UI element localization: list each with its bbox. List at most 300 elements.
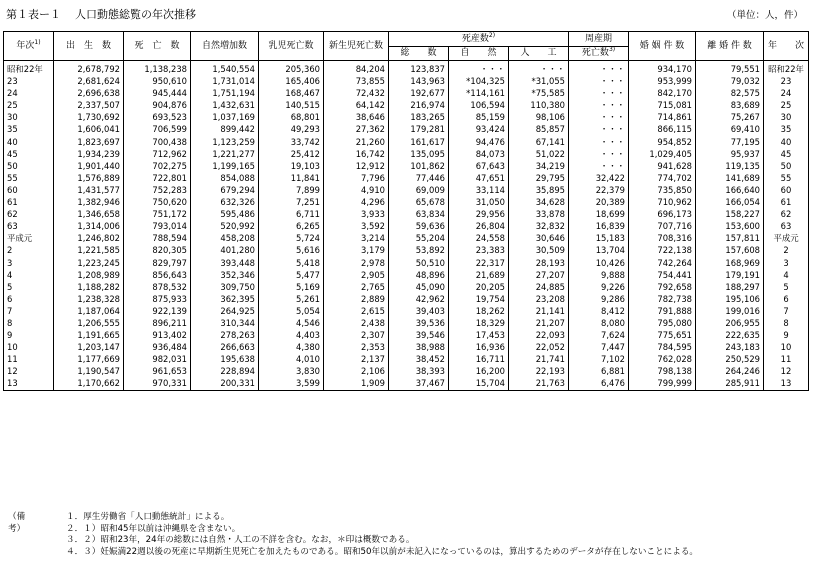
table-cell: ・・・	[569, 61, 629, 76]
table-cell: ・・・	[569, 160, 629, 172]
row-year: 61	[4, 196, 54, 208]
table-cell: 1,203,147	[54, 341, 124, 353]
table-cell: 264,925	[191, 305, 259, 317]
vital-statistics-table	[3, 31, 809, 391]
table-cell: 782,738	[629, 293, 696, 305]
table-cell: 1,246,802	[54, 232, 124, 244]
table-cell: 157,811	[696, 232, 764, 244]
row-year: 8	[4, 317, 54, 329]
table-cell: 982,031	[124, 353, 191, 365]
row-year: 45	[4, 148, 54, 160]
table-row	[4, 87, 809, 99]
table-cell: 22,317	[449, 257, 509, 269]
row-year: 23	[4, 75, 54, 87]
table-cell: 2,337,507	[54, 99, 124, 111]
table-cell: ・・・	[569, 87, 629, 99]
table-cell: 5,418	[259, 257, 324, 269]
row-year-right: 13	[764, 377, 809, 390]
table-cell: 632,326	[191, 196, 259, 208]
header-deaths: 死 亡 数	[124, 32, 191, 61]
table-row	[4, 244, 809, 256]
table-cell: 53,892	[389, 244, 449, 256]
header-natural-increase: 自然増加数	[191, 32, 259, 61]
row-year-right: 30	[764, 111, 809, 123]
table-cell: 143,963	[389, 75, 449, 87]
table-cell: 27,362	[324, 123, 389, 135]
table-cell: 2,905	[324, 269, 389, 281]
table-cell: 762,028	[629, 353, 696, 365]
table-cell: 1,138,238	[124, 61, 191, 76]
table-cell: 85,159	[449, 111, 509, 123]
row-year: 5	[4, 281, 54, 293]
table-cell: 20,205	[449, 281, 509, 293]
table-row	[4, 269, 809, 281]
table-cell: 970,331	[124, 377, 191, 390]
table-cell: 1,432,631	[191, 99, 259, 111]
table-cell: 47,651	[449, 172, 509, 184]
table-cell: ・・・	[569, 75, 629, 87]
table-cell: 37,467	[389, 377, 449, 390]
table-cell: 65,678	[389, 196, 449, 208]
table-cell: 792,658	[629, 281, 696, 293]
table-cell: 9,888	[569, 269, 629, 281]
table-row	[4, 61, 809, 76]
table-cell: 30,646	[509, 232, 569, 244]
table-title-text: 人口動態総覧の年次推移	[75, 8, 196, 21]
row-year: 24	[4, 87, 54, 99]
row-year: 12	[4, 365, 54, 377]
table-cell: 12,912	[324, 160, 389, 172]
row-year-right: 63	[764, 220, 809, 232]
table-row	[4, 208, 809, 220]
row-year-right: 平成元	[764, 232, 809, 244]
table-cell: 168,467	[259, 87, 324, 99]
table-cell: 35,895	[509, 184, 569, 196]
table-cell: 25,412	[259, 148, 324, 160]
table-cell: 2,889	[324, 293, 389, 305]
row-year: 4	[4, 269, 54, 281]
table-cell: 75,267	[696, 111, 764, 123]
table-cell: 26,804	[449, 220, 509, 232]
row-year: 昭和22年	[4, 61, 54, 76]
table-cell: 1,731,014	[191, 75, 259, 87]
table-cell: 67,643	[449, 160, 509, 172]
table-cell: 82,575	[696, 87, 764, 99]
table-cell: 22,093	[509, 329, 569, 341]
table-row	[4, 353, 809, 365]
table-cell: 6,476	[569, 377, 629, 390]
table-cell: 8,412	[569, 305, 629, 317]
table-cell: 48,896	[389, 269, 449, 281]
table-number: 第１表ー１	[6, 8, 61, 21]
table-cell: 904,876	[124, 99, 191, 111]
table-cell: 1,223,245	[54, 257, 124, 269]
table-cell: 85,857	[509, 123, 569, 135]
table-cell: 166,054	[696, 196, 764, 208]
table-cell: 39,546	[389, 329, 449, 341]
table-cell: 243,183	[696, 341, 764, 353]
table-cell: 16,711	[449, 353, 509, 365]
table-cell: ・・・	[569, 136, 629, 148]
table-cell: 7,447	[569, 341, 629, 353]
table-cell: 3,933	[324, 208, 389, 220]
table-cell: 264,246	[696, 365, 764, 377]
table-row	[4, 172, 809, 184]
table-cell: 123,837	[389, 61, 449, 76]
table-cell: 3,830	[259, 365, 324, 377]
table-cell: 722,138	[629, 244, 696, 256]
table-row	[4, 160, 809, 172]
table-cell: 2,353	[324, 341, 389, 353]
table-cell: ・・・	[509, 61, 569, 76]
table-cell: 1,170,662	[54, 377, 124, 390]
table-cell: 45,090	[389, 281, 449, 293]
table-cell: 22,193	[509, 365, 569, 377]
table-cell: 4,296	[324, 196, 389, 208]
table-title	[6, 6, 196, 22]
table-cell: 1,188,282	[54, 281, 124, 293]
table-cell: 735,850	[629, 184, 696, 196]
row-year: 63	[4, 220, 54, 232]
table-cell: 401,280	[191, 244, 259, 256]
row-year-right: 8	[764, 317, 809, 329]
table-cell: 945,444	[124, 87, 191, 99]
table-cell: 23,208	[509, 293, 569, 305]
table-cell: 791,888	[629, 305, 696, 317]
table-cell: 9,286	[569, 293, 629, 305]
table-cell: 3,599	[259, 377, 324, 390]
table-cell: 5,169	[259, 281, 324, 293]
header-infant-deaths: 乳児死亡数	[259, 32, 324, 61]
table-cell: 1,206,555	[54, 317, 124, 329]
table-cell: ・・・	[569, 148, 629, 160]
table-row	[4, 293, 809, 305]
table-cell: 309,750	[191, 281, 259, 293]
table-cell: 23,383	[449, 244, 509, 256]
table-cell: 64,142	[324, 99, 389, 111]
table-cell: 21,207	[509, 317, 569, 329]
row-year-right: 45	[764, 148, 809, 160]
table-cell: 19,103	[259, 160, 324, 172]
table-cell: 775,651	[629, 329, 696, 341]
table-cell: 722,801	[124, 172, 191, 184]
table-cell: 1,123,259	[191, 136, 259, 148]
table-cell: 774,702	[629, 172, 696, 184]
table-cell: 954,852	[629, 136, 696, 148]
table-cell: 55,204	[389, 232, 449, 244]
table-cell: 95,937	[696, 148, 764, 160]
table-cell: 195,638	[191, 353, 259, 365]
table-cell: 820,305	[124, 244, 191, 256]
table-cell: 1,191,665	[54, 329, 124, 341]
table-cell: 751,172	[124, 208, 191, 220]
row-year-right: 6	[764, 293, 809, 305]
table-cell: 98,106	[509, 111, 569, 123]
table-cell: 77,446	[389, 172, 449, 184]
row-year-right: 61	[764, 196, 809, 208]
table-cell: 51,022	[509, 148, 569, 160]
table-row	[4, 99, 809, 111]
unit-label: （単位：人，件）	[726, 10, 803, 21]
table-cell: 29,956	[449, 208, 509, 220]
table-cell: *75,585	[509, 87, 569, 99]
row-year-right: 7	[764, 305, 809, 317]
row-year: 62	[4, 208, 54, 220]
table-cell: 784,595	[629, 341, 696, 353]
table-cell: 50,510	[389, 257, 449, 269]
table-cell: 19,754	[449, 293, 509, 305]
table-cell: 896,211	[124, 317, 191, 329]
note-item: ４．３）妊娠満22週以後の死産に早期新生児死亡を加えたものである。昭和50年以前が未記入になっているのは，算出するためのデータが存在しないことによる。	[66, 546, 699, 557]
table-cell: 21,763	[509, 377, 569, 390]
table-cell: 393,448	[191, 257, 259, 269]
row-year: 平成元	[4, 232, 54, 244]
table-cell: 3,179	[324, 244, 389, 256]
table-row	[4, 305, 809, 317]
table-cell: 285,911	[696, 377, 764, 390]
table-cell: 195,106	[696, 293, 764, 305]
table-cell: 266,663	[191, 341, 259, 353]
table-cell: 936,484	[124, 341, 191, 353]
header-divorces: 離 婚 件 数	[696, 32, 764, 61]
table-cell: 33,742	[259, 136, 324, 148]
table-cell: 2,307	[324, 329, 389, 341]
row-year: 7	[4, 305, 54, 317]
table-cell: 878,532	[124, 281, 191, 293]
table-cell: 69,410	[696, 123, 764, 135]
notes-label: （備考）	[8, 512, 26, 534]
table-cell: 788,594	[124, 232, 191, 244]
table-cell: 899,442	[191, 123, 259, 135]
table-cell: 3,592	[324, 220, 389, 232]
table-cell: 72,432	[324, 87, 389, 99]
row-year: 6	[4, 293, 54, 305]
table-cell: 714,861	[629, 111, 696, 123]
table-cell: 715,081	[629, 99, 696, 111]
table-cell: 520,992	[191, 220, 259, 232]
header-perinatal-a: 周産期	[569, 32, 629, 47]
table-cell: 754,441	[629, 269, 696, 281]
note-item: ２．１）昭和45年以前は沖縄県を含まない。	[66, 523, 241, 534]
table-cell: 866,115	[629, 123, 696, 135]
table-cell: 5,616	[259, 244, 324, 256]
table-cell: 829,797	[124, 257, 191, 269]
table-cell: 700,438	[124, 136, 191, 148]
table-cell: 1,346,658	[54, 208, 124, 220]
header-neonatal-deaths: 新生児死亡数	[324, 32, 389, 61]
table-cell: 1,037,169	[191, 111, 259, 123]
table-cell: 38,646	[324, 111, 389, 123]
table-cell: 30,509	[509, 244, 569, 256]
row-year-right: 35	[764, 123, 809, 135]
table-cell: 16,742	[324, 148, 389, 160]
table-cell: 696,173	[629, 208, 696, 220]
row-year-right: 12	[764, 365, 809, 377]
table-row	[4, 365, 809, 377]
table-cell: 1,314,006	[54, 220, 124, 232]
table-cell: 362,395	[191, 293, 259, 305]
table-cell: 934,170	[629, 61, 696, 76]
table-cell: 39,536	[389, 317, 449, 329]
table-cell: 15,704	[449, 377, 509, 390]
row-year-right: 23	[764, 75, 809, 87]
table-cell: ・・・	[569, 123, 629, 135]
table-cell: 5,724	[259, 232, 324, 244]
table-row	[4, 257, 809, 269]
table-cell: 278,263	[191, 329, 259, 341]
table-row	[4, 232, 809, 244]
table-row	[4, 341, 809, 353]
table-cell: 166,640	[696, 184, 764, 196]
table-row	[4, 317, 809, 329]
row-year-right: 2	[764, 244, 809, 256]
table-cell: 854,088	[191, 172, 259, 184]
table-cell: 1,751,194	[191, 87, 259, 99]
table-cell: 24,558	[449, 232, 509, 244]
table-cell: 1,540,554	[191, 61, 259, 76]
table-cell: 34,219	[509, 160, 569, 172]
table-cell: 2,678,792	[54, 61, 124, 76]
table-cell: 856,643	[124, 269, 191, 281]
table-cell: 875,933	[124, 293, 191, 305]
row-year-right: 25	[764, 99, 809, 111]
table-cell: 16,936	[449, 341, 509, 353]
table-cell: 168,969	[696, 257, 764, 269]
table-cell: 4,010	[259, 353, 324, 365]
row-year: 60	[4, 184, 54, 196]
row-year: 50	[4, 160, 54, 172]
table-row	[4, 377, 809, 390]
header-fetal-natural: 自 然	[449, 47, 509, 61]
table-cell: 84,204	[324, 61, 389, 76]
table-cell: 5,261	[259, 293, 324, 305]
row-year: 2	[4, 244, 54, 256]
table-cell: 69,009	[389, 184, 449, 196]
table-cell: 32,832	[509, 220, 569, 232]
table-cell: 83,689	[696, 99, 764, 111]
table-cell: *114,161	[449, 87, 509, 99]
table-cell: 16,839	[569, 220, 629, 232]
table-cell: 1,221,585	[54, 244, 124, 256]
table-cell: 165,406	[259, 75, 324, 87]
table-cell: 18,699	[569, 208, 629, 220]
table-cell: 94,476	[449, 136, 509, 148]
table-cell: 693,523	[124, 111, 191, 123]
table-cell: 188,297	[696, 281, 764, 293]
table-cell: 1,606,041	[54, 123, 124, 135]
table-cell: 7,102	[569, 353, 629, 365]
table-cell: 2,696,638	[54, 87, 124, 99]
table-cell: 7,899	[259, 184, 324, 196]
table-cell: 679,294	[191, 184, 259, 196]
row-year: 13	[4, 377, 54, 390]
table-cell: 706,599	[124, 123, 191, 135]
table-cell: 1,177,669	[54, 353, 124, 365]
table-cell: 250,529	[696, 353, 764, 365]
row-year: 35	[4, 123, 54, 135]
row-year-right: 9	[764, 329, 809, 341]
header-fetal-deaths: 死産数$^{2)}$	[389, 32, 569, 47]
table-cell: 2,137	[324, 353, 389, 365]
table-cell: 7,624	[569, 329, 629, 341]
table-cell: 21,741	[509, 353, 569, 365]
table-cell: 1,199,165	[191, 160, 259, 172]
table-cell: 10,426	[569, 257, 629, 269]
table-cell: 79,551	[696, 61, 764, 76]
table-cell: 750,620	[124, 196, 191, 208]
table-cell: 1,934,239	[54, 148, 124, 160]
table-cell: 228,894	[191, 365, 259, 377]
table-cell: 1,221,277	[191, 148, 259, 160]
row-year: 10	[4, 341, 54, 353]
table-cell: 106,594	[449, 99, 509, 111]
table-cell: 752,283	[124, 184, 191, 196]
table-cell: 206,955	[696, 317, 764, 329]
row-year-right: 11	[764, 353, 809, 365]
table-cell: 710,962	[629, 196, 696, 208]
table-cell: 157,608	[696, 244, 764, 256]
table-cell: 8,080	[569, 317, 629, 329]
table-cell: 842,170	[629, 87, 696, 99]
row-year-right: 55	[764, 172, 809, 184]
row-year: 3	[4, 257, 54, 269]
table-cell: 222,635	[696, 329, 764, 341]
table-cell: 1,208,989	[54, 269, 124, 281]
table-cell: 1,901,440	[54, 160, 124, 172]
table-cell: 310,344	[191, 317, 259, 329]
table-cell: 953,999	[629, 75, 696, 87]
table-cell: 22,052	[509, 341, 569, 353]
table-cell: 93,424	[449, 123, 509, 135]
table-cell: 4,546	[259, 317, 324, 329]
table-row	[4, 196, 809, 208]
table-cell: 38,988	[389, 341, 449, 353]
header-perinatal-b: 死亡数$^{3)}$	[569, 47, 629, 61]
table-cell: 707,716	[629, 220, 696, 232]
table-cell: 79,032	[696, 75, 764, 87]
table-cell: 179,191	[696, 269, 764, 281]
table-cell: 712,962	[124, 148, 191, 160]
table-cell: 15,183	[569, 232, 629, 244]
table-cell: 2,765	[324, 281, 389, 293]
table-cell: 140,515	[259, 99, 324, 111]
table-row	[4, 148, 809, 160]
table-row	[4, 329, 809, 341]
table-row	[4, 220, 809, 232]
header-year: 年次$^{1)}$	[4, 32, 54, 61]
table-cell: 6,265	[259, 220, 324, 232]
row-year: 9	[4, 329, 54, 341]
table-cell: 18,329	[449, 317, 509, 329]
table-cell: 31,050	[449, 196, 509, 208]
table-cell: 2,106	[324, 365, 389, 377]
table-cell: 798,138	[629, 365, 696, 377]
header-year-right: 年 次	[764, 32, 809, 61]
table-cell: 702,275	[124, 160, 191, 172]
row-year: 40	[4, 136, 54, 148]
table-cell: 179,281	[389, 123, 449, 135]
table-cell: *104,325	[449, 75, 509, 87]
table-cell: 17,453	[449, 329, 509, 341]
table-cell: 16,200	[449, 365, 509, 377]
table-cell: 4,910	[324, 184, 389, 196]
table-cell: 793,014	[124, 220, 191, 232]
table-cell: 458,208	[191, 232, 259, 244]
row-year: 30	[4, 111, 54, 123]
table-cell: 1,823,697	[54, 136, 124, 148]
table-cell: 1,190,547	[54, 365, 124, 377]
row-year-right: 40	[764, 136, 809, 148]
